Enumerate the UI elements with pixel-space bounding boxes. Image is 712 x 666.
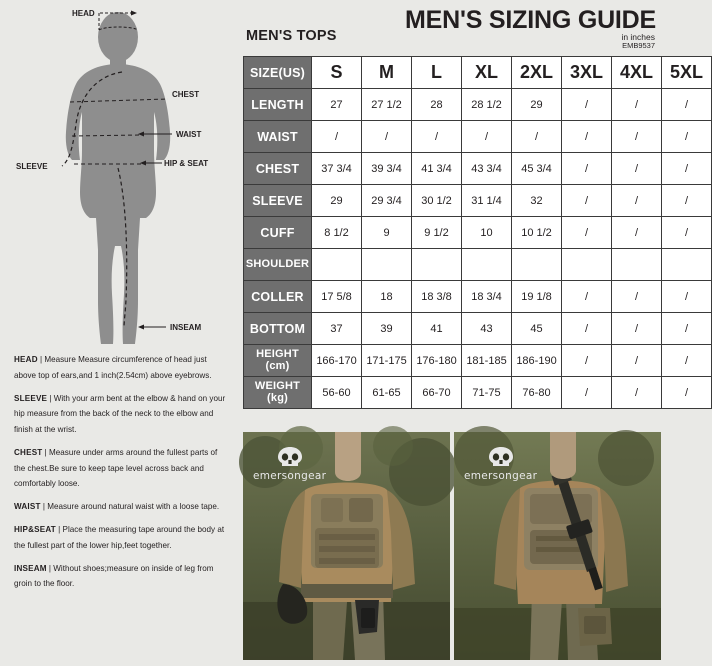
cell: 28 1/2 xyxy=(462,89,512,121)
note-term: HEAD xyxy=(14,355,38,364)
cell: 61-65 xyxy=(362,377,412,409)
cell: 28 xyxy=(412,89,462,121)
cell: / xyxy=(662,313,712,345)
row-header-chest: CHEST xyxy=(244,153,312,185)
cell: 181-185 xyxy=(462,345,512,377)
cell: 18 3/4 xyxy=(462,281,512,313)
page-title: MEN'S SIZING GUIDE xyxy=(405,6,656,34)
note-separator: | xyxy=(47,393,54,403)
cell: / xyxy=(612,313,662,345)
cell: 29 3/4 xyxy=(362,185,412,217)
cell: 10 xyxy=(462,217,512,249)
cell: / xyxy=(462,121,512,153)
row-header-shoulder: SHOULDER xyxy=(244,249,312,281)
cell: / xyxy=(612,153,662,185)
cell: / xyxy=(612,185,662,217)
svg-text:CHEST: CHEST xyxy=(172,90,200,99)
note-item xyxy=(14,561,230,593)
cell: 56-60 xyxy=(312,377,362,409)
cell: / xyxy=(562,89,612,121)
cell: 39 xyxy=(362,313,412,345)
cell: 45 xyxy=(512,313,562,345)
note-separator: | xyxy=(42,447,50,457)
cell: 41 xyxy=(412,313,462,345)
cell: / xyxy=(612,89,662,121)
note-body: Measure under arms around the fullest parts of the chest.Be sure to keep tape level across back and comfortably loose. xyxy=(14,447,218,489)
cell: / xyxy=(562,345,612,377)
note-body: Measure Measure circumference of head just above top of ears,and 1 inch(2.54cm) above eyebrows. xyxy=(14,355,212,380)
cell: / xyxy=(512,121,562,153)
skull-icon xyxy=(486,446,516,468)
column-header-2xl: 2XL xyxy=(512,57,562,89)
figure-svg xyxy=(0,0,238,352)
cell: / xyxy=(562,153,612,185)
cell: 176-180 xyxy=(412,345,462,377)
cell: 43 xyxy=(462,313,512,345)
cell: / xyxy=(412,121,462,153)
note-item xyxy=(14,522,230,554)
table-header-row xyxy=(244,57,712,89)
cell: 32 xyxy=(512,185,562,217)
cell: 27 xyxy=(312,89,362,121)
section-title: MEN'S TOPS xyxy=(246,28,337,44)
cell xyxy=(412,249,462,281)
note-item xyxy=(14,445,230,492)
cell: / xyxy=(662,153,712,185)
note-item xyxy=(14,391,230,438)
guide-header xyxy=(238,0,666,50)
cell xyxy=(312,249,362,281)
note-body: Measure around natural waist with a loose tape. xyxy=(47,502,220,512)
note-body: Place the measuring tape around the body at the fullest part of the lower hip,feet together. xyxy=(14,525,225,550)
cell: 9 1/2 xyxy=(412,217,462,249)
cell: 29 xyxy=(312,185,362,217)
cell: 166-170 xyxy=(312,345,362,377)
row-header-sleeve: SLEEVE xyxy=(244,185,312,217)
row-header-waist: WAIST xyxy=(244,121,312,153)
column-header-5xl: 5XL xyxy=(662,57,712,89)
units-label: in inches xyxy=(621,32,655,42)
column-header-l: L xyxy=(412,57,462,89)
table-row xyxy=(244,217,712,249)
cell xyxy=(362,249,412,281)
table-row xyxy=(244,281,712,313)
brand-name: emersongear xyxy=(253,470,327,482)
column-header-xl: XL xyxy=(462,57,512,89)
table-row xyxy=(244,121,712,153)
table-row xyxy=(244,153,712,185)
cell: / xyxy=(562,281,612,313)
note-separator: | xyxy=(55,525,63,535)
cell: / xyxy=(662,281,712,313)
cell: 41 3/4 xyxy=(412,153,462,185)
note-separator: | xyxy=(46,563,54,573)
cell: / xyxy=(612,121,662,153)
table-row xyxy=(244,89,712,121)
note-term: INSEAM xyxy=(14,563,47,573)
cell: / xyxy=(362,121,412,153)
sizing-table-wrap xyxy=(243,56,703,409)
left-column xyxy=(0,0,238,666)
body-measurement-diagram xyxy=(0,0,238,352)
sizing-table xyxy=(243,56,712,409)
cell: / xyxy=(562,313,612,345)
measurement-notes xyxy=(14,352,230,599)
cell: / xyxy=(662,185,712,217)
svg-text:HEAD: HEAD xyxy=(72,9,95,18)
cell: 43 3/4 xyxy=(462,153,512,185)
svg-text:WAIST: WAIST xyxy=(176,130,202,139)
svg-text:SLEEVE: SLEEVE xyxy=(16,162,48,171)
note-body: Without shoes;measure on inside of leg from groin to the floor. xyxy=(14,563,214,589)
cell: 37 xyxy=(312,313,362,345)
svg-text:HIP & SEAT: HIP & SEAT xyxy=(164,159,209,168)
cell: / xyxy=(662,89,712,121)
row-header-coller: COLLER xyxy=(244,281,312,313)
cell: 10 1/2 xyxy=(512,217,562,249)
row-header-weight: WEIGHT (kg) xyxy=(244,377,312,409)
cell: / xyxy=(562,217,612,249)
row-header-cuff: CUFF xyxy=(244,217,312,249)
product-photos xyxy=(243,432,661,660)
svg-text:INSEAM: INSEAM xyxy=(170,323,202,332)
note-term: WAIST xyxy=(14,502,41,512)
cell: 45 3/4 xyxy=(512,153,562,185)
cell xyxy=(512,249,562,281)
column-header-size: SIZE(US) xyxy=(244,57,312,89)
row-header-length: LENGTH xyxy=(244,89,312,121)
table-row xyxy=(244,345,712,377)
cell: / xyxy=(562,121,612,153)
note-body: With your arm bent at the elbow & hand on your hip measure from the back of the neck to the elbow and finish at the wrist. xyxy=(14,393,226,435)
table-row xyxy=(244,249,712,281)
product-photo-left xyxy=(243,432,450,660)
table-row xyxy=(244,377,712,409)
cell: 71-75 xyxy=(462,377,512,409)
cell: / xyxy=(562,377,612,409)
cell: 186-190 xyxy=(512,345,562,377)
cell: / xyxy=(612,345,662,377)
cell: 18 xyxy=(362,281,412,313)
table-row xyxy=(244,313,712,345)
note-term: SLEEVE xyxy=(14,393,48,403)
skull-icon xyxy=(275,446,305,468)
note-term: CHEST xyxy=(14,447,43,457)
brand-watermark-left xyxy=(253,446,326,482)
cell: 39 3/4 xyxy=(362,153,412,185)
cell: 19 1/8 xyxy=(512,281,562,313)
cell: / xyxy=(662,345,712,377)
right-column xyxy=(238,0,703,666)
product-code: EMB9537 xyxy=(622,41,655,50)
cell: 30 1/2 xyxy=(412,185,462,217)
cell xyxy=(462,249,512,281)
brand-watermark-right xyxy=(464,446,537,482)
cell: 29 xyxy=(512,89,562,121)
cell xyxy=(662,249,712,281)
cell: 66-70 xyxy=(412,377,462,409)
column-header-m: M xyxy=(362,57,412,89)
column-header-s: S xyxy=(312,57,362,89)
cell xyxy=(612,249,662,281)
cell: / xyxy=(662,377,712,409)
cell: / xyxy=(612,217,662,249)
column-header-4xl: 4XL xyxy=(612,57,662,89)
cell: / xyxy=(662,217,712,249)
cell: / xyxy=(662,121,712,153)
table-row xyxy=(244,185,712,217)
cell: 31 1/4 xyxy=(462,185,512,217)
cell: / xyxy=(562,185,612,217)
note-separator: | xyxy=(37,355,45,364)
cell: 171-175 xyxy=(362,345,412,377)
cell: 17 5/8 xyxy=(312,281,362,313)
cell: 8 1/2 xyxy=(312,217,362,249)
cell: 37 3/4 xyxy=(312,153,362,185)
product-photo-right xyxy=(454,432,661,660)
cell xyxy=(562,249,612,281)
column-header-3xl: 3XL xyxy=(562,57,612,89)
note-separator: | xyxy=(40,502,48,512)
cell: 27 1/2 xyxy=(362,89,412,121)
cell: / xyxy=(612,281,662,313)
note-item xyxy=(14,499,230,515)
cell: / xyxy=(612,377,662,409)
brand-name: emersongear xyxy=(464,470,538,482)
row-header-bottom: BOTTOM xyxy=(244,313,312,345)
cell: / xyxy=(312,121,362,153)
row-header-height: HEIGHT (cm) xyxy=(244,345,312,377)
note-item xyxy=(14,352,230,384)
note-term: HIP&SEAT xyxy=(14,525,56,535)
cell: 18 3/8 xyxy=(412,281,462,313)
cell: 9 xyxy=(362,217,412,249)
cell: 76-80 xyxy=(512,377,562,409)
